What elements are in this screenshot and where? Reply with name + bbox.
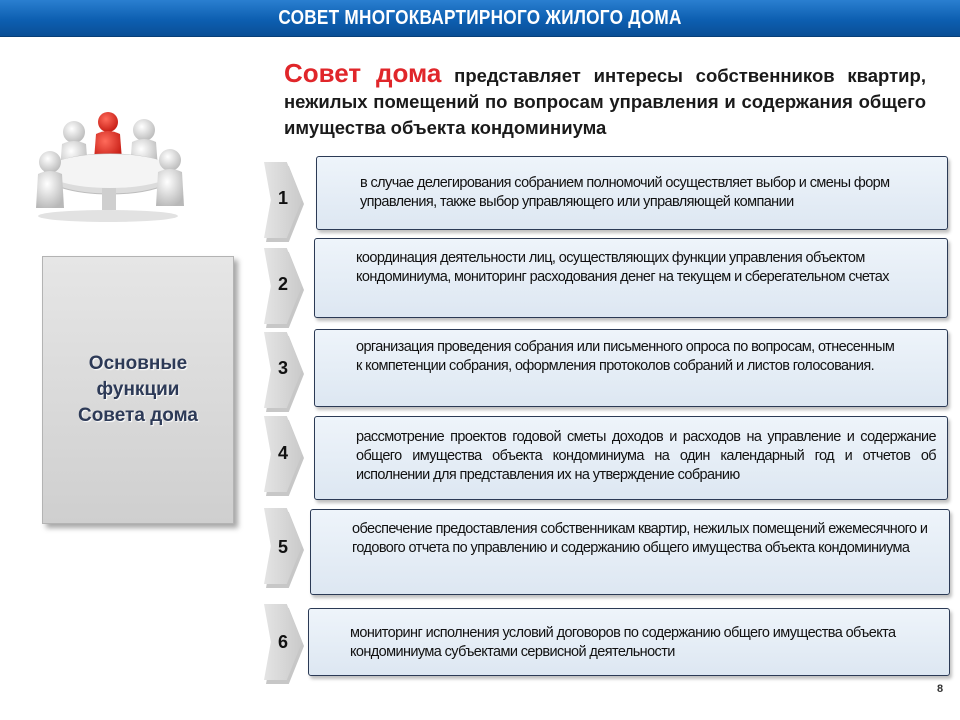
function-text-4: рассмотрение проектов годовой сметы доходов и расходов на управление и содержание общего имущества объекта кондоминиума на один календарный год и отчетов об исполнении для представления их на утверждение собранию: [356, 429, 936, 483]
step-number-1: 1: [277, 188, 288, 208]
intro-paragraph: [284, 60, 926, 141]
header-bar: [0, 0, 960, 37]
function-text-6: мониторинг исполнения условий договоров по содержанию общего имущества объекта кондоминиума субъектами сервисной деятельности: [350, 625, 896, 660]
main-functions-label: Основные функции Совета дома: [77, 353, 198, 426]
function-text-2: координация деятельности лиц, осуществляющих функции управления объектом кондоминиума, мониторинг расходования денег на текущем и сберегательном счетах: [356, 250, 889, 285]
function-text-3: организация проведения собрания или письменного опроса по вопросам, отнесенным к компетенции собрания, оформления протоколов собраний и листов голосования.: [356, 339, 895, 374]
main-functions-box: [42, 256, 234, 524]
step-number-4: 4: [277, 443, 288, 463]
header-title: СОВЕТ МНОГОКВАРТИРНОГО ЖИЛОГО ДОМА: [278, 7, 682, 29]
meeting-illustration: [28, 104, 188, 224]
page-number: 8: [937, 683, 944, 695]
step-number-2: 2: [277, 274, 288, 294]
step-number-6: 6: [277, 632, 288, 652]
function-text-1: в случае делегирования собранием полномочий осуществляет выбор и смены форм управления, также выбор управляющего или управляющей компании: [360, 175, 890, 210]
function-text-5: обеспечение предоставления собственникам квартир, нежилых помещений ежемесячного и годового отчета по управлению и содержанию общего имущества объекта кондоминиума: [352, 521, 928, 556]
step-number-3: 3: [277, 358, 288, 378]
intro-text: представляет интересы собственников квартир, нежилых помещений по вопросам управления и содержания общего имущества объекта кондоминиума: [284, 65, 926, 138]
step-number-5: 5: [277, 537, 288, 557]
intro-highlight: Совет дома: [284, 58, 442, 88]
